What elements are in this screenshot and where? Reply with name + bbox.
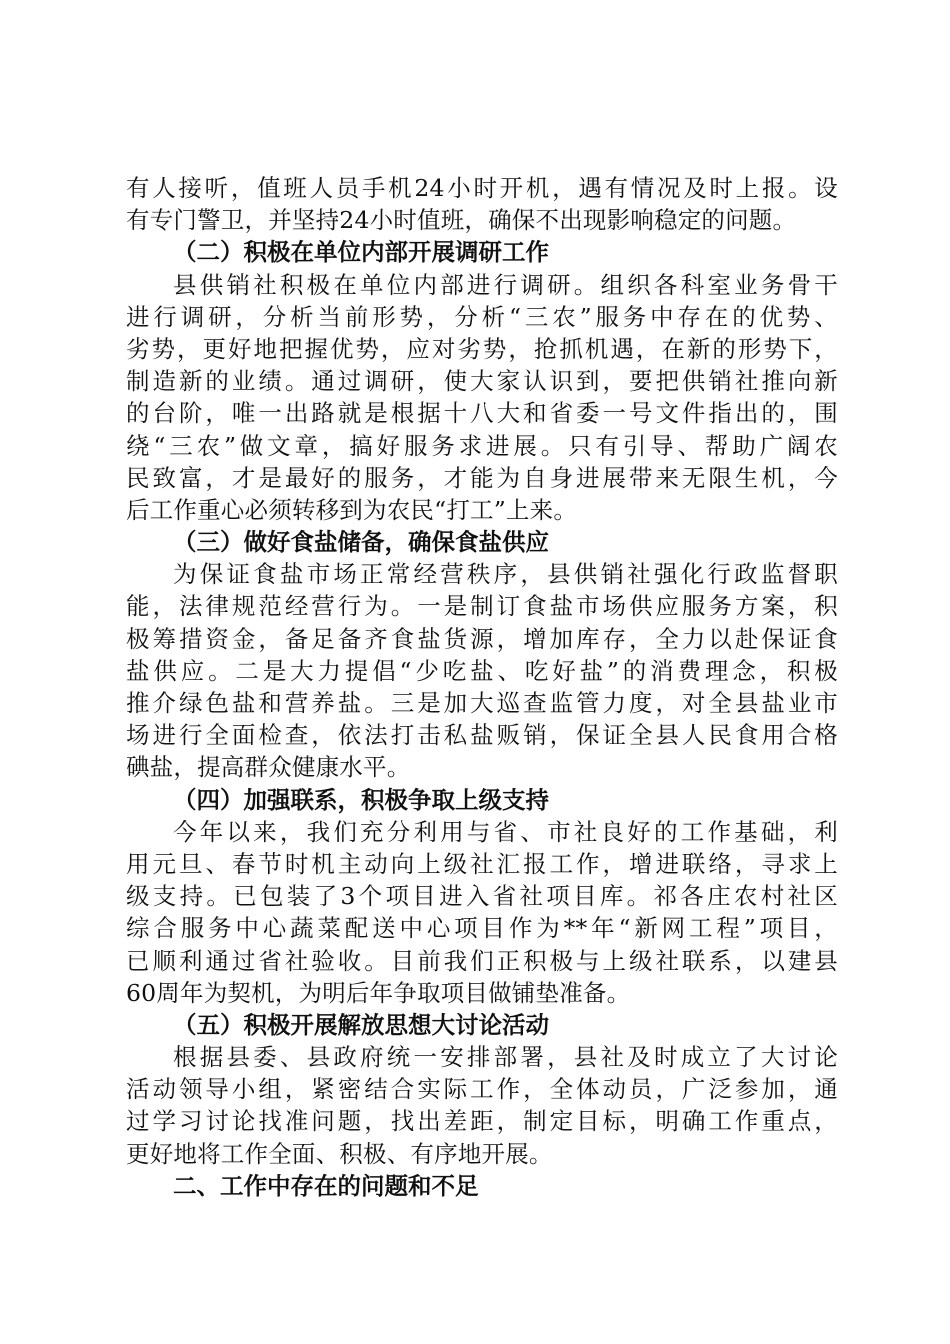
- paragraph-line: 绕“三农”做文章，搞好服务求进展。只有引导、帮助广阔农: [126, 431, 838, 460]
- paragraph-line: 推介绿色盐和营养盐。三是加大巡查监管力度，对全县盐业市: [126, 689, 838, 717]
- paragraph-line: 过学习讨论找准问题，找出差距，制定目标，明确工作重点，: [126, 1107, 838, 1136]
- paragraph-line: 已顺利通过省社验收。目前我们正积极与上级社联系，以建县: [126, 946, 838, 975]
- paragraph-line: 能，法律规范经营行为。一是制订食盐市场供应服务方案，积: [126, 592, 838, 621]
- paragraph-line: 今年以来，我们充分利用与省、市社良好的工作基础，利: [173, 817, 838, 846]
- section-heading: （四）加强联系，积极争取上级支持: [173, 785, 549, 814]
- section-heading: （二）积极在单位内部开展调研工作: [173, 238, 549, 267]
- section-research: [126, 236, 838, 526]
- section-superior-support: [126, 784, 838, 1009]
- section-heading: （三）做好食盐储备，确保食盐供应: [173, 528, 549, 557]
- paragraph-line: 后工作重心必须转移到为农民“打工”上来。: [126, 495, 578, 524]
- paragraph-line: 更好地将工作全面、积极、有序地开展。: [126, 1139, 553, 1168]
- chapter-heading: 二、工作中存在的问题和不足: [173, 1171, 479, 1200]
- paragraph-line: 制造新的业绩。通过调研，使大家认识到，要把供销社推向新: [126, 367, 838, 396]
- paragraph-line: 场进行全面检查，依法打击私盐贩销，保证全县人民食用合格: [126, 721, 838, 750]
- paragraph-line: 极筹措资金，备足备齐食盐货源，增加库存，全力以赴保证食: [126, 624, 838, 653]
- document-body: [126, 172, 838, 1202]
- paragraph-line: 用元旦、春节时机主动向上级社汇报工作，增进联络，寻求上: [126, 849, 838, 878]
- section-salt-supply: [126, 526, 838, 784]
- text-line: 有专门警卫，并坚持24小时值班，确保不出现影响稳定的问题。: [126, 206, 797, 235]
- paragraph-line: 民致富，才是最好的服务，才能为自身进展带来无限生机，今: [126, 463, 838, 492]
- paragraph-line: 综合服务中心蔬菜配送中心项目作为**年“新网工程”项目，: [126, 914, 838, 943]
- paragraph-line: 进行调研，分析当前形势，分析“三农”服务中存在的优势、: [126, 302, 838, 331]
- section-heading: （五）积极开展解放思想大讨论活动: [173, 1010, 549, 1039]
- paragraph-line: 劣势，更好地把握优势，应对劣势，抢抓机遇，在新的形势下，: [126, 334, 838, 363]
- paragraph-line: 活动领导小组，紧密结合实际工作，全体动员，广泛参加，通: [126, 1075, 838, 1104]
- paragraph-line: 60周年为契机，为明后年争取项目做铺垫准备。: [126, 978, 631, 1007]
- paragraph-line: 县供销社积极在单位内部进行调研。组织各科室业务骨干: [173, 270, 838, 299]
- paragraph-line: 为保证食盐市场正常经营秩序，县供销社强化行政监督职: [173, 560, 838, 589]
- paragraph-line: 碘盐，提高群众健康水平。: [126, 753, 411, 782]
- paragraph-line: 的台阶，唯一出路就是根据十八大和省委一号文件指出的，围: [126, 399, 838, 428]
- section-discussion: [126, 1009, 838, 1170]
- paragraph-line: 盐供应。二是大力提倡“少吃盐、吃好盐”的消费理念，积极: [126, 656, 838, 685]
- paragraph-line: 根据县委、县政府统一安排部署，县社及时成立了大讨论: [173, 1043, 838, 1072]
- text-line: 有人接听，值班人员手机24小时开机，遇有情况及时上报。设: [126, 174, 838, 202]
- paragraph-line: 级支持。已包装了3个项目进入省社项目库。祁各庄农村社区: [126, 882, 838, 911]
